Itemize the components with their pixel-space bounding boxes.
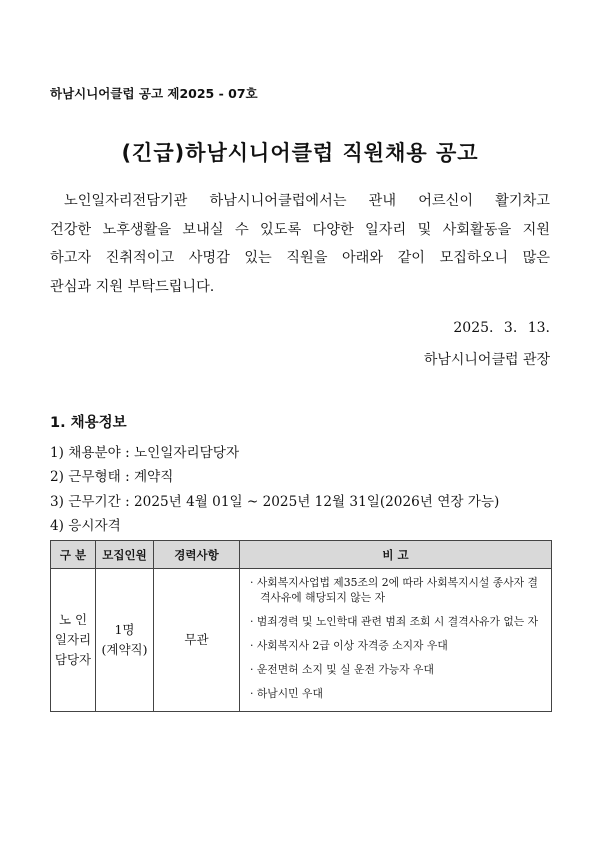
info-item-employment-type: 2) 근무형태 : 계약직: [50, 469, 174, 485]
header-count: 모집인원: [96, 541, 154, 569]
remark-item: · 사회복지사 2급 이상 자격증 소지자 우대: [250, 639, 448, 652]
intro-paragraph: [50, 190, 550, 305]
remark-item: · 운전면허 소지 및 실 운전 가능자 우대: [250, 663, 434, 676]
qualification-table: [50, 540, 552, 712]
page-title: (긴급)하남시니어클럽 직원채용 공고: [121, 141, 479, 165]
cell-experience: 무관: [154, 569, 240, 712]
info-item-field: 1) 채용분야 : 노인일자리담당자: [50, 445, 240, 461]
field-line: 담당자: [54, 652, 92, 667]
cell-field: [51, 569, 96, 712]
info-item-period: 3) 근무기간 : 2025년 4월 01일 ~ 2025년 12월 31일(2026년 연장 가능): [50, 494, 500, 510]
table-row: [51, 569, 552, 712]
intro-line: 관심과 지원 부탁드립니다.: [50, 279, 215, 296]
cell-count: [96, 569, 154, 712]
notice-date: 2025. 3. 13.: [453, 320, 550, 336]
field-line: 노 인: [58, 612, 88, 627]
field-line: 일자리: [54, 632, 92, 647]
header-category: 구 분: [51, 541, 96, 569]
count-line: 1명: [114, 622, 135, 637]
count-line: (계약직): [101, 642, 148, 657]
intro-line: 건강한 노후생활을 보내실 수 있도록 다양한 일자리 및 사회활동을 지원: [50, 221, 550, 238]
cell-remarks: [240, 569, 552, 712]
remark-item: · 하남시민 우대: [250, 687, 323, 700]
header-experience: 경력사항: [154, 541, 240, 569]
notice-number: 하남시니어클럽 공고 제2025 - 07호: [50, 86, 258, 101]
info-item-qualifications: 4) 응시자격: [50, 518, 121, 534]
header-remarks: 비 고: [240, 541, 552, 569]
remark-item: · 범죄경력 및 노인학대 관련 범죄 조회 시 결격사유가 없는 자: [250, 615, 539, 628]
intro-line: 하고자 진취적이고 사명감 있는 직원을 아래와 같이 모집하오니 많은: [50, 250, 550, 267]
remark-item: · 사회복지사업법 제35조의 2에 따라 사회복지시설 종사자 결격사유에 해당되지 않는 자: [250, 576, 538, 604]
table-header-row: [51, 541, 552, 569]
intro-line: 노인일자리전담기관 하남시니어클럽에서는 관내 어르신이 활기차고: [64, 193, 550, 209]
signer: 하남시니어클럽 관장: [423, 352, 550, 368]
section-heading: 1. 채용정보: [50, 415, 127, 431]
